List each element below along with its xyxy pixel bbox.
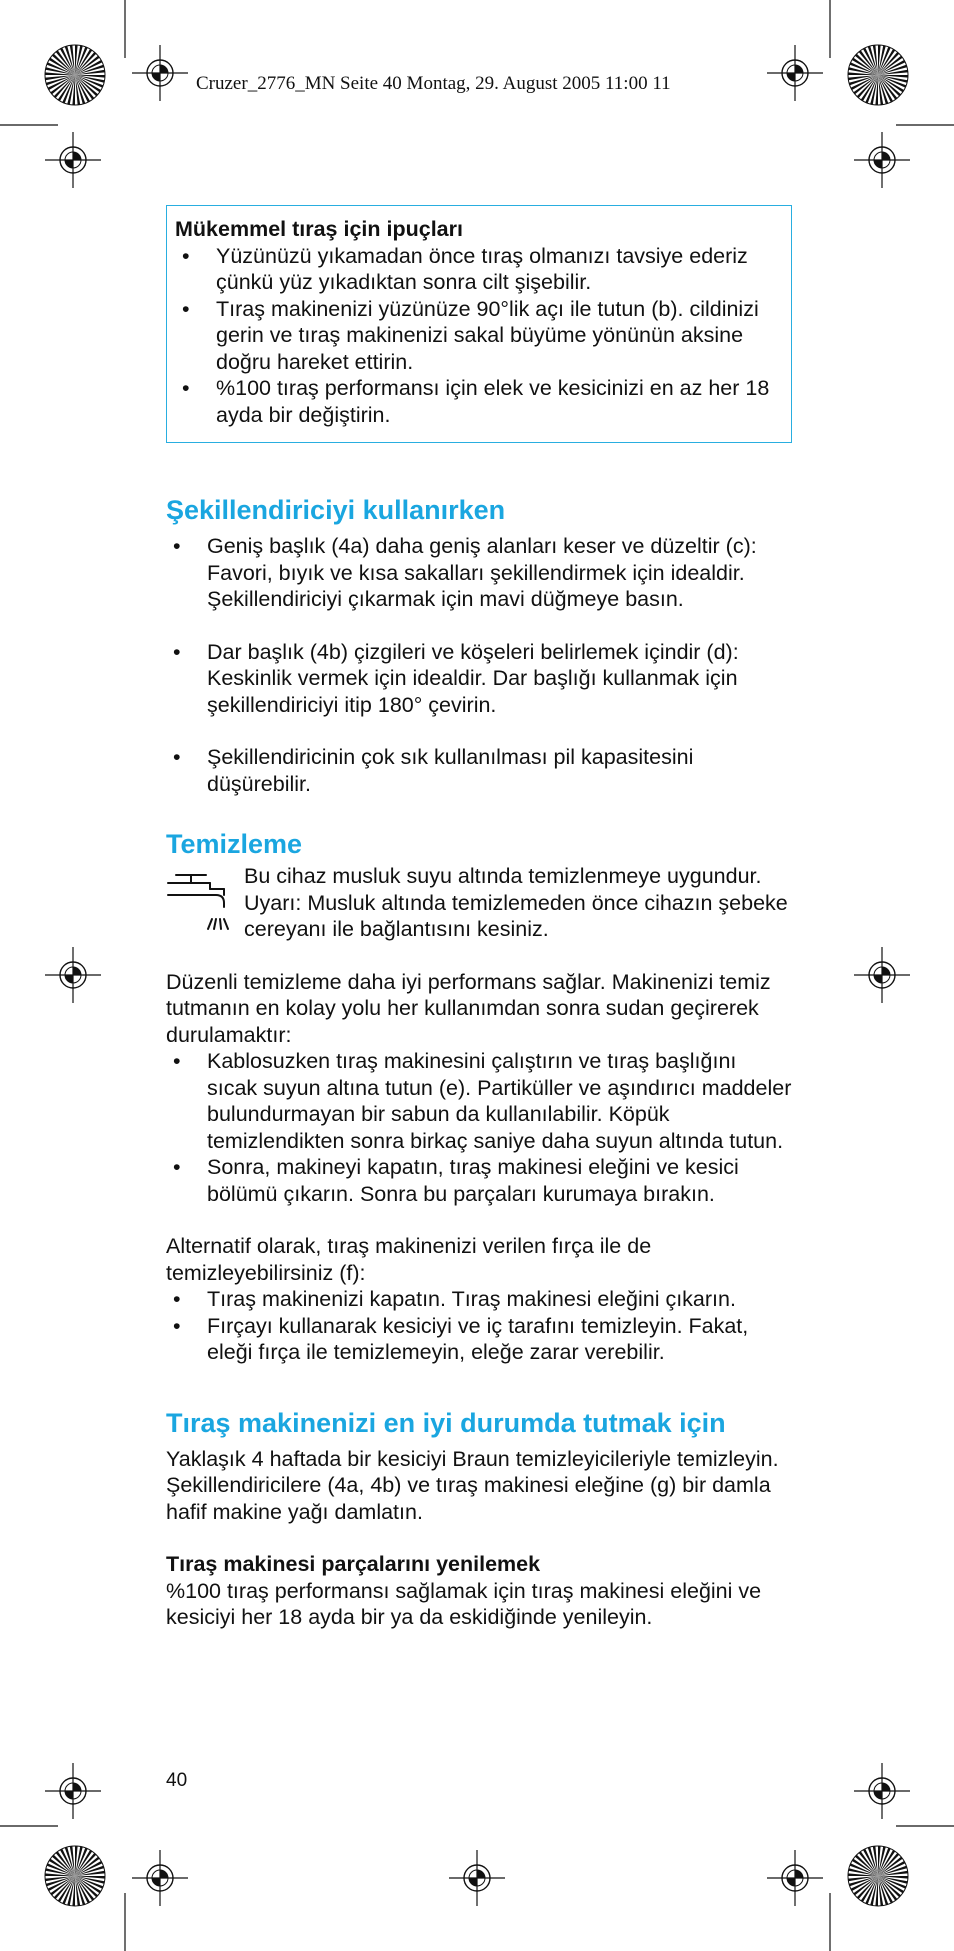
list-item: • Tıraş makinenizi yüzünüze 90°lik açı ile tutun (b). cildinizi gerin ve tıraş makinenizi sakal büyüme yönünün aksine doğru hareket ettirin. <box>175 296 783 376</box>
registration-mark-icon <box>45 1763 101 1819</box>
list-item: • Fırçayı kullanarak kesiciyi ve iç tarafını temizleyin. Fakat, eleği fırça ile temizlemeyin, eleğe zarar verebilir. <box>166 1313 792 1366</box>
cleaning-intro: Düzenli temizleme daha iyi performans sağlar. Makinenizi temiz tutmanın en kolay yolu her kullanımdan sonra sudan geçirerek durulamaktır: <box>166 969 771 1047</box>
registration-mark-icon <box>767 1850 823 1906</box>
registration-mark-icon <box>45 132 101 188</box>
section-heading-styler: Şekillendiriciyi kullanırken <box>166 495 506 525</box>
registration-mark-icon <box>767 45 823 101</box>
print-header: Cruzer_2776_MN Seite 40 Montag, 29. August 2005 11:00 11 <box>196 73 671 94</box>
list-item: • Sonra, makineyi kapatın, tıraş makinesi eleğini ve kesici bölümü çıkarın. Sonra bu parçaları kurumaya bırakın. <box>166 1154 792 1207</box>
list-item: • Şekillendiricinin çok sık kullanılması pil kapasitesini düşürebilir. <box>166 744 792 797</box>
maintenance-text: Yaklaşık 4 haftada bir kesiciyi Braun temizleyicileriyle temizleyin. Şekillendiricilere (4a, 4b) ve tıraş makinesi eleğine (g) bir damla hafif makine yağı damlatın. <box>166 1446 779 1524</box>
cleaning-alt-intro: Alternatif olarak, tıraş makinenizi verilen fırça ile de temizleyebilirsiniz (f): <box>166 1234 652 1285</box>
starburst-icon <box>45 1846 105 1906</box>
section-heading-cleaning: Temizleme <box>166 829 303 859</box>
tips-title: Mükemmel tıraş için ipuçları <box>175 217 463 241</box>
registration-mark-icon <box>132 1850 188 1906</box>
page-number: 40 <box>166 1770 188 1791</box>
registration-mark-icon <box>45 947 101 1003</box>
cleaning-note-2: Uyarı: Musluk altında temizlemeden önce cihazın şebeke cereyanı ile bağlantısını kesiniz. <box>244 890 788 941</box>
cleaning-note-1: Bu cihaz musluk suyu altında temizlenmeye uygundur. <box>244 864 762 888</box>
tips-list <box>175 243 783 429</box>
cleaning-list-2 <box>166 1286 792 1366</box>
tips-box <box>166 205 792 443</box>
tap-water-icon <box>166 867 230 933</box>
list-item: • Tıraş makinenizi kapatın. Tıraş makinesi eleğini çıkarın. <box>166 1286 792 1313</box>
list-item: • %100 tıraş performansı için elek ve kesicinizi en az her 18 ayda bir değiştirin. <box>175 375 783 428</box>
registration-mark-icon <box>854 132 910 188</box>
list-item: • Geniş başlık (4a) daha geniş alanları keser ve düzeltir (c): Favori, bıyık ve kısa sakalları şekillendirmek için idealdir. Şekillendiriciyi çıkarmak için mavi düğmeye basın. <box>166 533 792 613</box>
section-heading-maintenance: Tıraş makinenizi en iyi durumda tutmak için <box>166 1407 726 1438</box>
renew-text: %100 tıraş performansı sağlamak için tıraş makinesi eleğini ve kesiciyi her 18 ayda bir ya da eskidiğinde yenileyin. <box>166 1578 762 1629</box>
page-content <box>166 205 792 1631</box>
cleaning-list-1 <box>166 1048 792 1207</box>
starburst-icon <box>848 1846 908 1906</box>
registration-mark-icon <box>854 1763 910 1819</box>
starburst-icon <box>45 45 105 105</box>
list-item: • Yüzünüzü yıkamadan önce tıraş olmanızı tavsiye ederiz çünkü yüz yıkadıktan sonra cilt şişebilir. <box>175 243 783 296</box>
water-note <box>166 863 792 943</box>
registration-mark-icon <box>449 1850 505 1906</box>
list-item: • Kablosuzken tıraş makinesini çalıştırın ve tıraş başlığını sıcak suyun altına tutun (e). Partiküller ve aşındırıcı maddeler bulundurmayan bir sabun da kullanılabilir. Köpük temizlendikten sonra birkaç saniye daha suyun altında tutun. <box>166 1048 792 1154</box>
list-item: • Dar başlık (4b) çizgileri ve köşeleri belirlemek içindir (d): Keskinlik vermek için idealdir. Dar başlığı kullanmak için şekillendiriciyi itip 180° çevirin. <box>166 639 792 719</box>
styler-list <box>166 533 792 613</box>
sub-heading-renew: Tıraş makinesi parçalarını yenilemek <box>166 1552 541 1576</box>
registration-mark-icon <box>854 947 910 1003</box>
starburst-icon <box>848 45 908 105</box>
registration-mark-icon <box>132 45 188 101</box>
